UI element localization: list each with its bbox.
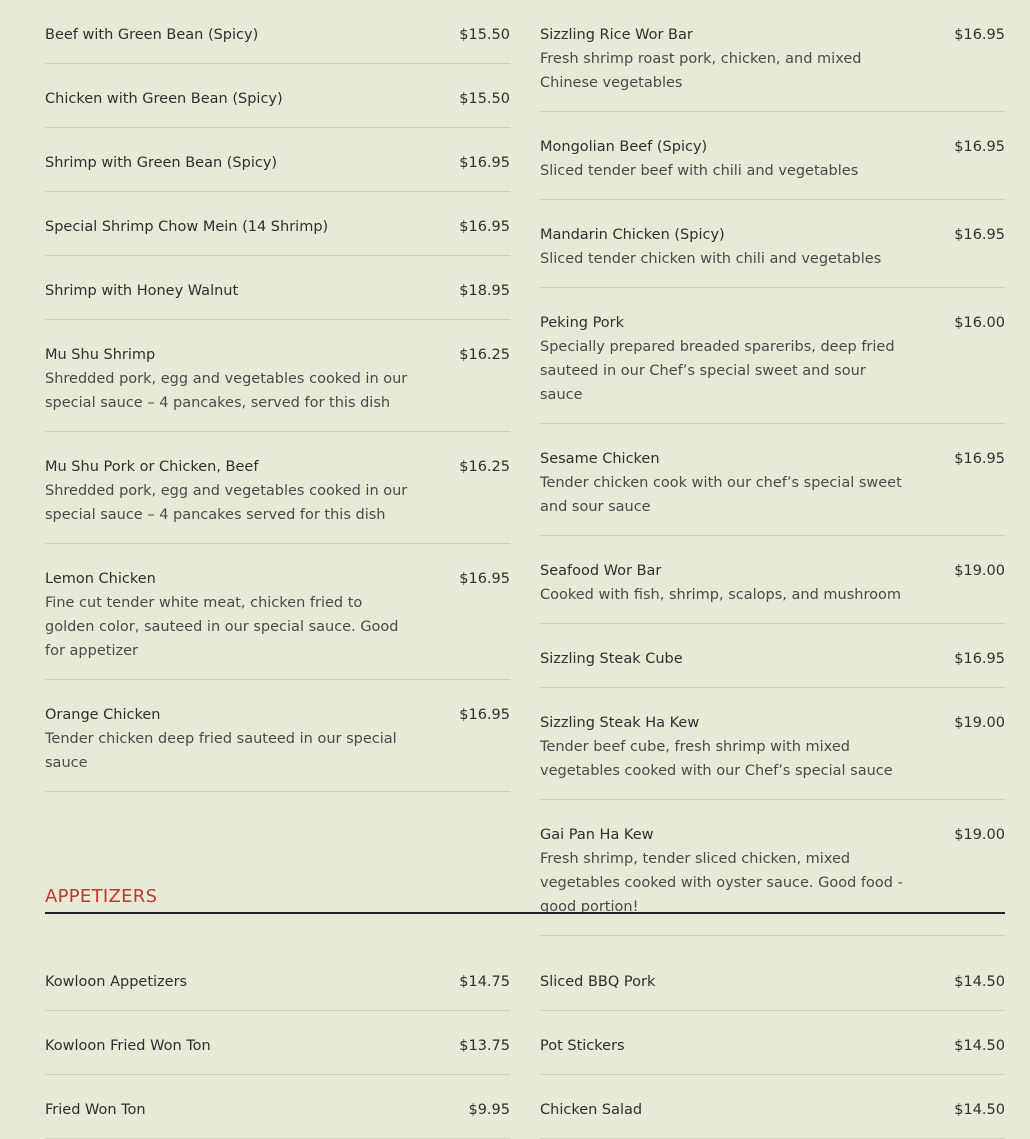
menu-item-price: $15.50 [459,27,510,43]
menu-item-text [45,1034,415,1058]
menu-item [540,288,1005,424]
menu-item [540,624,1005,688]
menu-item [45,947,510,1011]
menu-item-price: $19.00 [954,827,1005,843]
menu-item-price: $16.25 [459,347,510,363]
menu-item-text [540,970,910,994]
menu-item-name: Peking Pork [540,315,625,331]
menu-item-text [540,447,910,519]
menu-item-text [45,151,415,175]
menu-item-description: Fine cut tender white meat, chicken fried to golden color, sauteed in our special sauce. Good for appetizer [45,595,399,659]
menu-item-description: Sliced tender chicken with chili and vegetables [540,251,882,267]
menu-item-price: $16.95 [459,571,510,587]
menu-item-price: $14.75 [459,974,510,990]
menu-item-name: Kowloon Fried Won Ton [45,1038,211,1054]
menu-item-name: Shrimp with Honey Walnut [45,283,239,299]
menu-item-price: $16.95 [954,227,1005,243]
menu-item-name: Special Shrimp Chow Mein (14 Shrimp) [45,219,329,235]
menu-item-text [540,647,910,671]
menu-item-price: $16.95 [459,219,510,235]
menu-item-text [45,703,415,775]
menu-item-description: Tender beef cube, fresh shrimp with mixed vegetables cooked with our Chef’s special sauce [540,739,893,779]
menu-item-price: $16.95 [954,27,1005,43]
menu-item [45,64,510,128]
menu-item-text [45,1098,415,1122]
menu-item-name: Mandarin Chicken (Spicy) [540,227,725,243]
menu-item-price: $16.95 [954,451,1005,467]
menu-item-description: Fresh shrimp, tender sliced chicken, mixed vegetables cooked with oyster sauce. Good food - good portion! [540,851,903,915]
menu-item-text [45,279,415,303]
menu-item [45,432,510,544]
main-dishes-section [45,0,1005,936]
menu-item-name: Shrimp with Green Bean (Spicy) [45,155,278,171]
menu-item-description: Specially prepared breaded spareribs, deep fried sauteed in our Chef’s special sweet and sour sauce [540,339,895,403]
menu-item [540,536,1005,624]
menu-item-text [45,215,415,239]
menu-item-price: $16.95 [954,651,1005,667]
menu-item [45,544,510,680]
menu-item-name: Sizzling Steak Cube [540,651,683,667]
menu-item-name: Mu Shu Shrimp [45,347,156,363]
menu-item [540,688,1005,800]
menu-item [540,800,1005,936]
menu-item-text [45,87,415,111]
menu-item-name: Gai Pan Ha Kew [540,827,654,843]
menu-item-price: $14.50 [954,974,1005,990]
menu-item-text [540,711,910,783]
appetizers-section [45,947,1005,1139]
main-dishes-left-column [45,0,510,936]
menu-item-text [540,223,910,271]
menu-item-text [540,1034,910,1058]
menu-item [540,1011,1005,1075]
menu-item-name: Sesame Chicken [540,451,660,467]
menu-item-name: Lemon Chicken [45,571,156,587]
menu-item-text [540,1098,910,1122]
menu-item-text [45,343,415,415]
menu-item-name: Mu Shu Pork or Chicken, Beef [45,459,259,475]
menu-item-name: Kowloon Appetizers [45,974,188,990]
menu-item-text [540,559,910,607]
menu-item-price: $19.00 [954,563,1005,579]
menu-item-description: Tender chicken deep fried sauteed in our special sauce [45,731,397,771]
section-title-appetizers: APPETIZERS [45,886,158,907]
menu-item-price: $14.50 [954,1102,1005,1118]
menu-item-text [45,23,415,47]
menu-item [540,947,1005,1011]
menu-item-description: Sliced tender beef with chili and vegetables [540,163,859,179]
menu-item-description: Tender chicken cook with our chef’s special sweet and sour sauce [540,475,902,515]
menu-item-description: Fresh shrimp roast pork, chicken, and mixed Chinese vegetables [540,51,862,91]
menu-item [45,192,510,256]
menu-item-description: Shredded pork, egg and vegetables cooked in our special sauce – 4 pancakes served for this dish [45,483,408,523]
menu-item-text [540,311,910,407]
main-dishes-right-column [540,0,1005,936]
menu-item-price: $14.50 [954,1038,1005,1054]
menu-item-name: Fried Won Ton [45,1102,146,1118]
menu-item-price: $16.25 [459,459,510,475]
menu-item-name: Orange Chicken [45,707,161,723]
menu-item-price: $16.95 [954,139,1005,155]
menu-item [45,680,510,792]
menu-item-text [45,567,415,663]
menu-item-name: Mongolian Beef (Spicy) [540,139,708,155]
menu-item [45,128,510,192]
menu-item [540,1075,1005,1139]
menu-item-price: $15.50 [459,91,510,107]
menu-item-name: Sizzling Steak Ha Kew [540,715,700,731]
appetizers-left-column [45,947,510,1139]
menu-item-name: Chicken Salad [540,1102,643,1118]
menu-item [45,0,510,64]
appetizers-header [45,884,1005,914]
menu-item-price: $13.75 [459,1038,510,1054]
menu-item-text [45,455,415,527]
menu-item-text [45,970,415,994]
menu-item-name: Seafood Wor Bar [540,563,662,579]
menu-item-name: Sizzling Rice Wor Bar [540,27,693,43]
menu-item [45,320,510,432]
menu-item-name: Chicken with Green Bean (Spicy) [45,91,283,107]
menu-item-price: $18.95 [459,283,510,299]
menu-item [45,1075,510,1139]
menu-item-price: $16.00 [954,315,1005,331]
menu-item-price: $9.95 [468,1102,510,1118]
menu-item-description: Shredded pork, egg and vegetables cooked in our special sauce – 4 pancakes, served for this dish [45,371,408,411]
menu-item-text [540,135,910,183]
menu-item-name: Pot Stickers [540,1038,625,1054]
menu-item-description: Cooked with fish, shrimp, scalops, and mushroom [540,587,901,603]
menu-item [540,200,1005,288]
appetizers-right-column [540,947,1005,1139]
menu-item [45,1011,510,1075]
menu-item [540,0,1005,112]
menu-item-price: $16.95 [459,155,510,171]
menu-item-text [540,23,910,95]
menu-item-name: Beef with Green Bean (Spicy) [45,27,259,43]
menu-item-price: $16.95 [459,707,510,723]
menu-item [45,256,510,320]
menu-item [540,112,1005,200]
menu-item-name: Sliced BBQ Pork [540,974,656,990]
menu-item-price: $19.00 [954,715,1005,731]
menu-item [540,424,1005,536]
